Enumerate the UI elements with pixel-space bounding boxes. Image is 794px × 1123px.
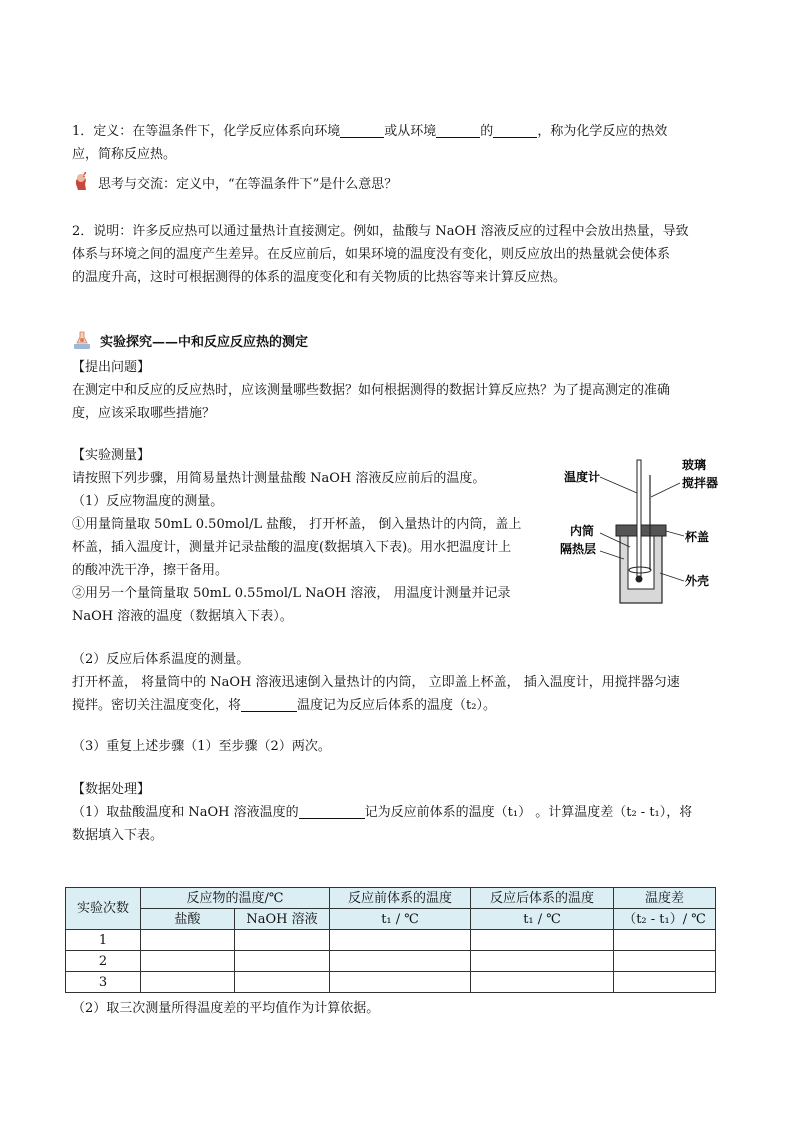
definition-text-4: ，称为化学反应的热效 [537,124,668,139]
row-number: 2 [66,951,141,972]
explain-line: 的温度升高，这时可根据测得的体系的温度变化和有关物质的比热容等来计算反应热。 [72,270,567,285]
table-cell[interactable] [614,951,716,972]
label-insulation: 隔热层 [560,542,597,556]
label-inner-cup: 内筒 [570,524,595,538]
data-table [65,887,716,993]
definition-paragraph [72,120,724,166]
table-cell[interactable] [330,972,471,993]
step2-section [72,648,724,717]
table-cell[interactable] [330,951,471,972]
label-stirrer-2: 搅拌器 [682,476,719,490]
step3 [72,735,724,758]
table-row [66,972,716,993]
measure-line: 请按照下列步骤，用简易量热计测量盐酸 NaOH 溶液反应前后的温度。 [72,471,486,486]
svg-text:?: ? [82,172,87,179]
fill-blank[interactable] [299,802,365,819]
processing-heading: 【数据处理】 [72,782,151,797]
experiment-title: 实验探究——中和反应反应热的测定 [100,335,309,350]
processing-line2: 数据填入下表。 [72,828,164,843]
measure-heading: 【实验测量】 [72,448,151,463]
table-cell[interactable] [614,972,716,993]
thinking-person-icon [72,172,90,200]
header-reactant: 反应物的温度/℃ [141,888,330,909]
header-naoh: NaOH 溶液 [235,909,330,930]
step3-text: （3）重复上述步骤（1）至步骤（2）两次。 [72,739,331,754]
table-cell[interactable] [330,930,471,951]
processing-section [72,778,724,847]
table-cell[interactable] [235,972,330,993]
calorimeter-diagram [560,455,730,610]
table-row [66,930,716,951]
explain-line: 2．说明：许多反应热可以通过量热计直接测定。例如，盐酸与 NaOH 溶液反应的过程中会放出热量，导致 [72,224,689,239]
step2-line2a: 搅拌。密切关注温度变化，将 [72,698,242,713]
fill-blank[interactable] [493,121,537,138]
measure-line: ①用量筒量取 50mL 0.50mol/L 盐酸， 打开杯盖， 倒入量热计的内筒，盖上 [72,517,522,532]
table-cell[interactable] [235,930,330,951]
question-section [72,356,724,425]
fill-blank[interactable] [436,121,480,138]
measurement-section [72,444,552,628]
header-hcl: 盐酸 [141,909,235,930]
measure-line: 杯盖，插入温度计，测量并记录盐酸的温度(数据填入下表)。用水把温度计上 [72,540,512,555]
processing-line1a: （1）取盐酸温度和 NaOH 溶液温度的 [72,805,299,820]
processing-note-text: （2）取三次测量所得温度差的平均值作为计算依据。 [72,1001,380,1016]
measure-line: ②用另一个量筒量取 50mL 0.55mol/L NaOH 溶液， 用温度计测量并记录 [72,586,511,601]
header-diff: 温度差 [614,888,716,909]
table-cell[interactable] [471,951,614,972]
label-thermometer: 温度计 [564,470,601,484]
step2-line2b: 温度记为反应后体系的温度（t₂）。 [297,698,496,713]
measure-line: （1）反应物温度的测量。 [72,494,224,509]
table-cell[interactable] [471,972,614,993]
step2-line1: 打开杯盖， 将量筒中的 NaOH 溶液迅速倒入量热计的内筒， 立即盖上杯盖， 插入温度计，用搅拌器匀速 [72,675,680,690]
header-trial: 实验次数 [66,888,141,930]
processing-line1b: 记为反应前体系的温度（t₁） 。计算温度差（t₂ - t₁），将 [364,805,693,820]
definition-text-2: 或从环境 [384,124,437,139]
question-heading: 【提出问题】 [72,360,151,375]
fill-blank[interactable] [241,695,297,712]
header-diff-unit: （t₂ - t₁）/ ℃ [614,909,716,930]
label-lid: 杯盖 [685,530,710,544]
table-cell[interactable] [141,951,235,972]
header-after: 反应后体系的温度 [471,888,614,909]
explanation-paragraph [72,220,724,289]
header-after-unit: t₁ / ℃ [471,909,614,930]
table-cell[interactable] [614,930,716,951]
step2-title: （2）反应后体系温度的测量。 [72,652,250,667]
measure-line: NaOH 溶液的温度（数据填入下表）。 [72,609,293,624]
explain-line: 体系与环境之间的温度产生差异。在反应前后，如果环境的温度没有变化，则反应放出的热量就会使体系 [72,247,671,262]
definition-line-2: 应，简称反应热。 [72,147,177,162]
header-before-unit: t₁ / ℃ [330,909,471,930]
thermometer-shape [637,460,641,578]
table-cell[interactable] [141,930,235,951]
measure-line: 的酸冲洗干净，擦干备用。 [72,563,229,578]
question-line: 在测定中和反应的反应热时，应该测量哪些数据？如何根据测得的数据计算反应热？为了提高测定的准确 [72,383,671,398]
table-cell[interactable] [471,930,614,951]
think-text: 思考与交流：定义中，“在等温条件下”是什么意思？ [98,177,398,192]
table-row [66,951,716,972]
fill-blank[interactable] [340,121,384,138]
label-stirrer-1: 玻璃 [682,458,707,472]
experiment-title-row [72,330,724,358]
row-number: 3 [66,972,141,993]
definition-text-1: 1．定义：在等温条件下，化学反应体系向环境 [72,124,341,139]
label-shell: 外壳 [685,574,710,588]
table-cell[interactable] [235,951,330,972]
think-discuss [72,172,724,200]
definition-text-3: 的 [480,124,494,139]
header-before: 反应前体系的温度 [330,888,471,909]
table-cell[interactable] [141,972,235,993]
thermometer-bulb [636,576,643,583]
row-number: 1 [66,930,141,951]
lab-flask-icon [72,330,92,358]
processing-note [72,997,724,1020]
question-line: 度，应该采取哪些措施？ [72,406,216,421]
